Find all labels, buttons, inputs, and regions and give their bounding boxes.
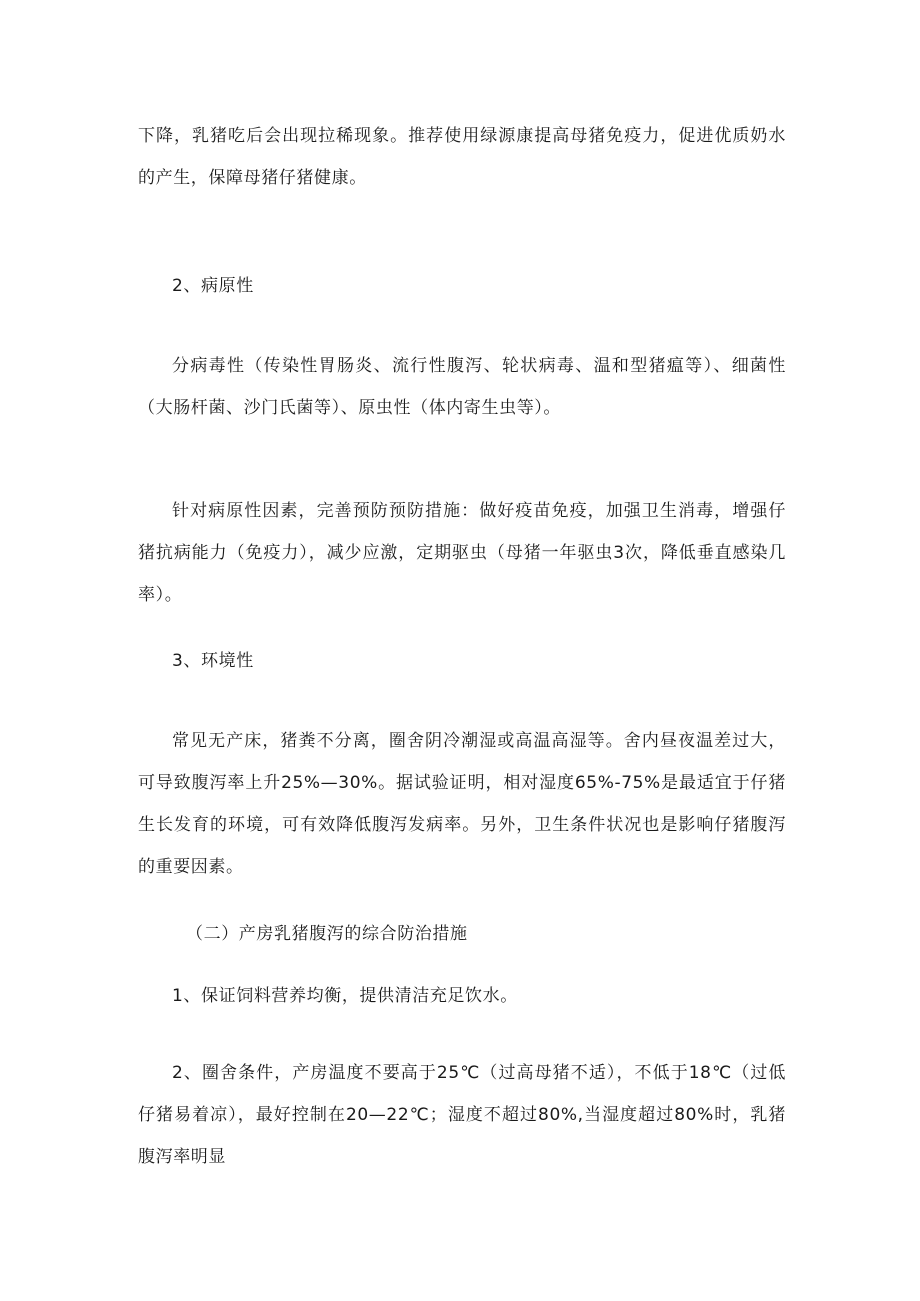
- measure-item-1: 1、保证饲料营养均衡，提供清洁充足饮水。: [172, 986, 518, 1006]
- paragraph-pathogen-types: 分病毒性（传染性胃肠炎、流行性腹泻、轮状病毒、温和型猪瘟等）、细菌性（大肠杆菌、沙门氏菌等）、原虫性（体内寄生虫等）。: [138, 356, 786, 418]
- heading-environmental: 3、环境性: [172, 651, 254, 671]
- measure-item-2: 2、圈舍条件，产房温度不要高于25℃（过高母猪不适），不低于18℃（过低仔猪易着凉），最好控制在20—22℃；湿度不超过80%,当湿度超过80%时，乳猪腹泻率明显: [138, 1063, 786, 1167]
- paragraph-environment: 常见无产床，猪粪不分离，圈舍阴冷潮湿或高温高湿等。舍内昼夜温差过大，可导致腹泻率上升25%—30%。据试验证明，相对湿度65%-75%是最适宜于仔猪生长发育的环境，可有效降低腹泻发病率。另外，卫生条件状况也是影响仔猪腹泻的重要因素。: [138, 731, 786, 877]
- paragraph-pathogen-prevention: 针对病原性因素，完善预防预防措施：做好疫苗免疫，加强卫生消毒，增强仔猪抗病能力（免疫力），减少应激，定期驱虫（母猪一年驱虫3次，降低垂直感染几率）。: [138, 501, 786, 605]
- section-heading-prevention-measures: （二）产房乳猪腹泻的综合防治措施: [186, 924, 468, 944]
- heading-pathogenic: 2、病原性: [172, 276, 254, 296]
- paragraph-continuation: 下降，乳猪吃后会出现拉稀现象。推荐使用绿源康提高母猪免疫力，促进优质奶水的产生，保障母猪仔猪健康。: [138, 126, 786, 188]
